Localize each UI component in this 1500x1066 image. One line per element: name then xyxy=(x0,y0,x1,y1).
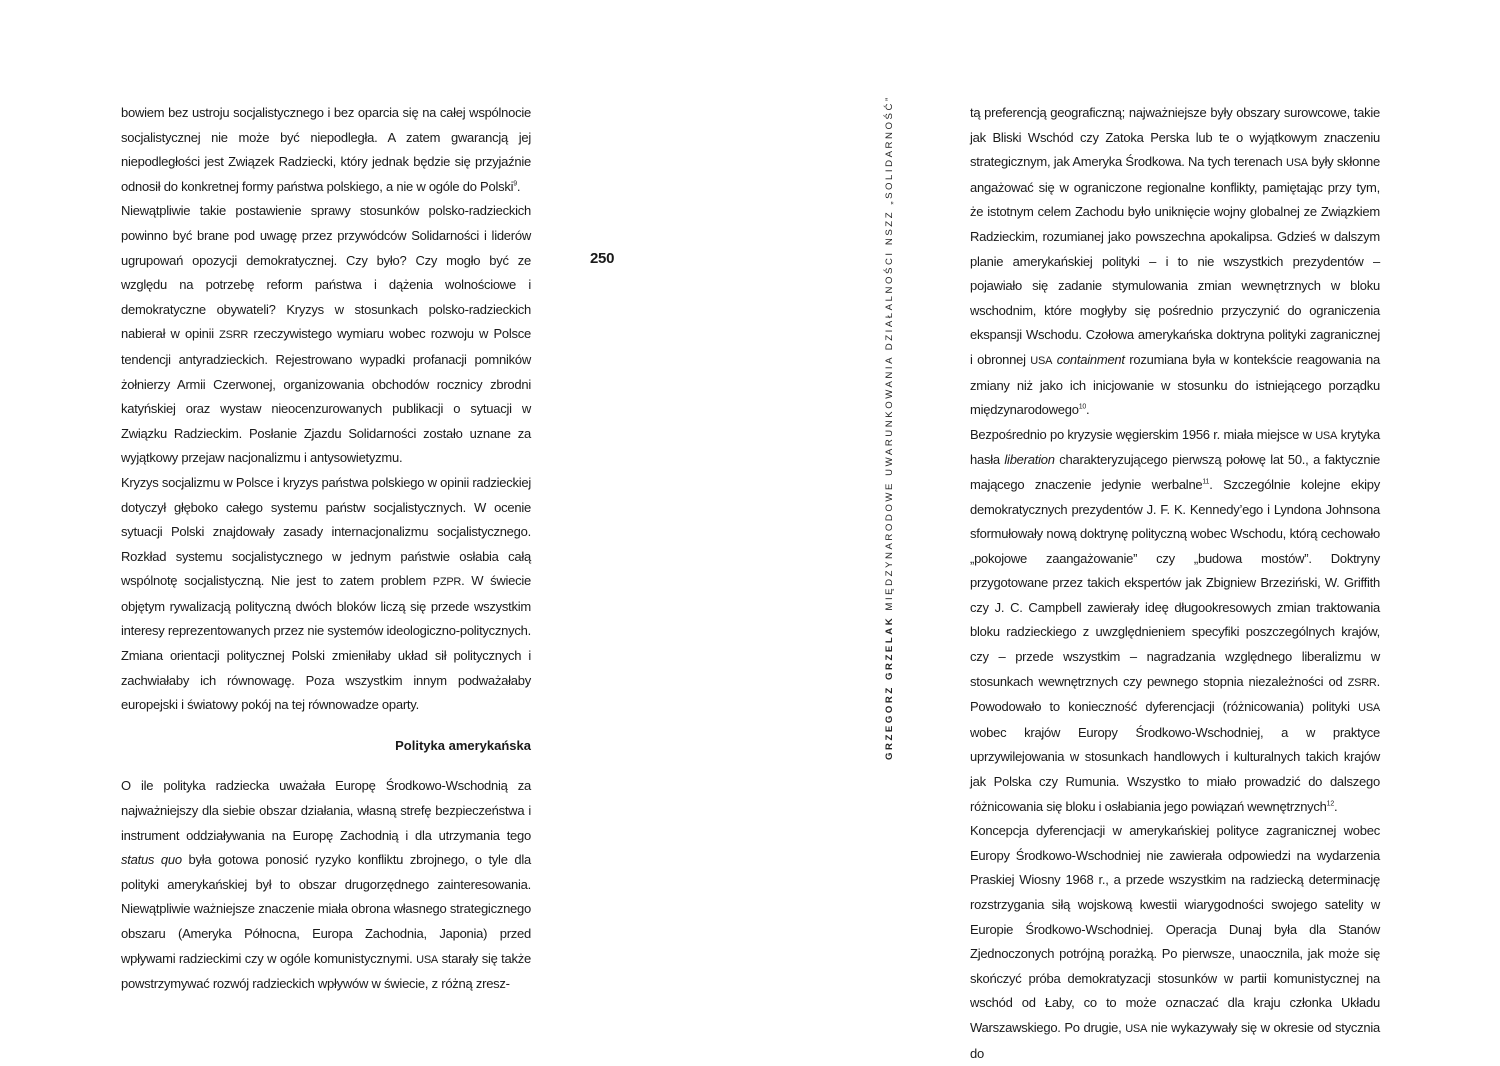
footnote-ref[interactable]: 12 xyxy=(1326,800,1334,808)
paragraph xyxy=(970,423,1380,820)
text-run: Kryzys socjalizmu w Polsce i kryzys państwa polskiego w opinii radzieckiej dotyczył głęboko całego systemu państw socjalistycznych. W ocenie sytuacji Polski znajdowały zasady internacjonalizmu socjalistycznego. Rozkład systemu socjalistycznego w jednym państwie osłabia całą wspólnotę socjalistyczną. Nie jest to zatem problem xyxy=(121,474,531,589)
section-heading: Polityka amerykańska xyxy=(395,737,531,753)
paragraph xyxy=(970,101,1380,423)
text-run: Niewątpliwie takie postawienie sprawy stosunków polsko-radzieckich powinno być brane pod uwagę przez przywódców Solidarności i liderów ugrupowań opozycji demokratycznej. Czy było? Czy mogło być ze względu na potrzebę reform państwa i dążenia wolnościowe i demokratyczne obywateli? Kryzys w stosunkach polsko-radzieckich nabierał w opinii xyxy=(121,203,531,342)
abbreviation: USA xyxy=(1358,702,1380,715)
footnote-ref[interactable]: 9 xyxy=(513,180,517,188)
text-run: Bezpośrednio po kryzysie węgierskim 1956 r. miała miejsce w xyxy=(970,426,1316,442)
left-text-column xyxy=(121,101,531,997)
running-head-title: MIĘDZYNARODOWE UWARUNKOWANIA DZIAŁALNOŚCI NSZZ „SOLIDARNOŚĆ” xyxy=(884,95,895,616)
text-run: . Powodowało to konieczność dyferencjacji (różnicowania) polityki xyxy=(970,673,1380,715)
text-run: krytyka hasła xyxy=(970,426,1380,468)
text-run: nie wykazywały się w okresie od stycznia do xyxy=(970,1019,1380,1061)
paragraph xyxy=(121,471,531,718)
abbreviation: USA xyxy=(1030,354,1053,367)
italic-term: containment xyxy=(1056,351,1125,367)
paragraph xyxy=(121,774,531,996)
page-number: 250 xyxy=(590,250,615,267)
abbreviation: USA xyxy=(1315,429,1338,442)
text-run: starały się także powstrzymywać rozwój radzieckich wpływów w świecie, z różną zresz- xyxy=(121,950,531,992)
text-run: . W świecie objętym rywalizacją polityczną dwóch bloków liczą się przede wszystkim interesy reprezentowanych przez nie systemów ideologiczno-politycznych. Zmiana orientacji politycznej Polski zmieniłaby układ sił politycznych i zachwiałaby ich równowagę. Poza wszystkim innym podważałaby europejski i światowy pokój na tej równowadze oparty. xyxy=(121,573,532,713)
abbreviation: USA xyxy=(416,953,438,966)
abbreviation: ZSRR xyxy=(219,329,249,342)
text-run: wobec krajów Europy Środkowo-Wschodniej, a w praktyce uprzywilejowania w stosunkach handlowych i kulturalnych takich krajów jak Polska czy Rumunia. Wszystko to miało prowadzić do dalszego różnicowania się bloku i osłabiania jego powiązań wewnętrznych xyxy=(970,724,1380,814)
text-run: . Szczególnie kolejne ekipy demokratycznych prezydentów J. F. K. Kennedy’ego i Lyndona Johnsona sformułowały nową doktrynę polityczną wobec Wschodu, którą cechowało „pokojowe zaangażowanie” czy „budowa mostów”. Doktryny przygotowane przez takich ekspertów jak Zbigniew Brzeziński, W. Griffith czy J. C. Campbell zawierały ideę długookresowych zmian traktowania bloku radzieckiego z uwzględnieniem specyfiki poszczególnych krajów, czy – przede wszystkim – nagradzania względnego liberalizmu w stosunkach wewnętrznych czy pewnego stopnia niezależności od xyxy=(970,476,1380,689)
text-run: . xyxy=(1086,402,1090,418)
paragraph xyxy=(970,819,1380,1066)
footnote-ref[interactable]: 10 xyxy=(1078,403,1087,411)
abbreviation: USA xyxy=(1125,1022,1148,1035)
right-text-column xyxy=(970,101,1380,1066)
paragraph xyxy=(121,199,531,471)
footnote-ref[interactable]: 11 xyxy=(1202,478,1210,486)
running-head xyxy=(884,95,895,760)
text-run: O ile polityka radziecka uważała Europę Środkowo-Wschodnią za najważniejszy dla siebie obszar działania, własną strefę bezpieczeństwa i instrument oddziaływania na Europę Zachodnią i dla utrzymania tego xyxy=(121,778,531,843)
text-run: były skłonne angażować się w ograniczone regionalne konflikty, pamiętając przy tym, że istotnym celem Zachodu było uniknięcie wojny globalnej ze Związkiem Radzieckim, rozumianej jako powszechna apokalipsa. Gdzieś w dalszym planie amerykańskiej polityki – i to nie wszystkich prezydentów – pojawiało się zadanie stymulowania zmian wewnętrznych w bloku wschodnim, które mogłyby się pośrednio przyczynić do ograniczenia ekspansji Wschodu. Czołowa amerykańska doktryna polityki zagranicznej i obronnej xyxy=(970,154,1380,367)
text-run: rzeczywistego wymiaru wobec rozwoju w Polsce tendencji antyradzieckich. Rejestrowano wypadki profanacji pomników żołnierzy Armii Czerwonej, organizowania obchodów rocznicy zbrodni katyńskiej oraz wystaw nieocenzurowanych publikacji o sytuacji w Związku Radzieckim. Posłanie Zjazdu Solidarności zostało uznane za wyjątkowy przejaw nacjonalizmu i antysowietyzmu. xyxy=(121,326,532,466)
text-run: Koncepcja dyferencjacji w amerykańskiej polityce zagranicznej wobec Europy Środkowo-Wschodniej nie zawierała odpowiedzi na wydarzenia Praskiej Wiosny 1968 r., a przede wszystkim na radziecką determinację rozstrzygania siłą wojskową kwestii wiarygodności swojego satelity w Europie Środkowo-Wschodniej. Operacja Dunaj była dla Stanów Zjednoczonych potrójną porażką. Po pierwsze, unaocznila, jak może się skończyć próba demokratyzacji stosunków w partii komunistycznej na wschód od Łaby, co to może oznaczać dla kraju członka Układu Warszawskiego. Po drugie, xyxy=(970,823,1380,1035)
paragraph xyxy=(121,101,531,199)
abbreviation: USA xyxy=(1286,157,1308,170)
running-head-author: GRZEGORZ GRZELAK xyxy=(884,615,895,760)
text-run: charakteryzującego pierwszą połowę lat 50., a faktycznie mającego znaczenie jedynie werbalne xyxy=(970,452,1380,492)
italic-term: status quo xyxy=(121,852,182,868)
abbreviation: ZSRR xyxy=(1347,676,1377,689)
text-run: . xyxy=(1333,798,1338,814)
text-run: tą preferencją geograficzną; najważniejsze były obszary surowcowe, takie jak Bliski Wschód czy Zatoka Perska lub te o wyjątkowym znaczeniu strategicznym, jak Ameryka Środkowa. Na tych terenach xyxy=(970,105,1380,170)
abbreviation: PZPR xyxy=(432,576,462,589)
text-run: była gotowa ponosić ryzyko konfliktu zbrojnego, o tyle dla polityki amerykańskiej był to obszar drugorzędnego zainteresowania. Niewątpliwie ważniejsze znaczenie miała obrona własnego strategicznego obszaru (Ameryka Północna, Europa Zachodnia, Japonia) przed wpływami radzieckimi czy w ogóle komunistycznymi. xyxy=(121,852,531,966)
italic-term: liberation xyxy=(1004,452,1055,468)
text-run: . xyxy=(516,178,521,194)
text-run: bowiem bez ustroju socjalistycznego i bez oparcia się na całej wspólnocie socjalistycznej nie może być niepodległa. A zatem gwarancją jej niepodległości jest Związek Radziecki, który jednak będzie się przyjaźnie odnosił do konkretnej formy państwa polskiego, a nie w ogóle do Polski xyxy=(121,105,531,194)
text-run: rozumiana była w kontekście reagowania na zmiany niż jako ich inicjowanie w stosunku do istniejącego porządku międzynarodowego xyxy=(970,351,1380,418)
